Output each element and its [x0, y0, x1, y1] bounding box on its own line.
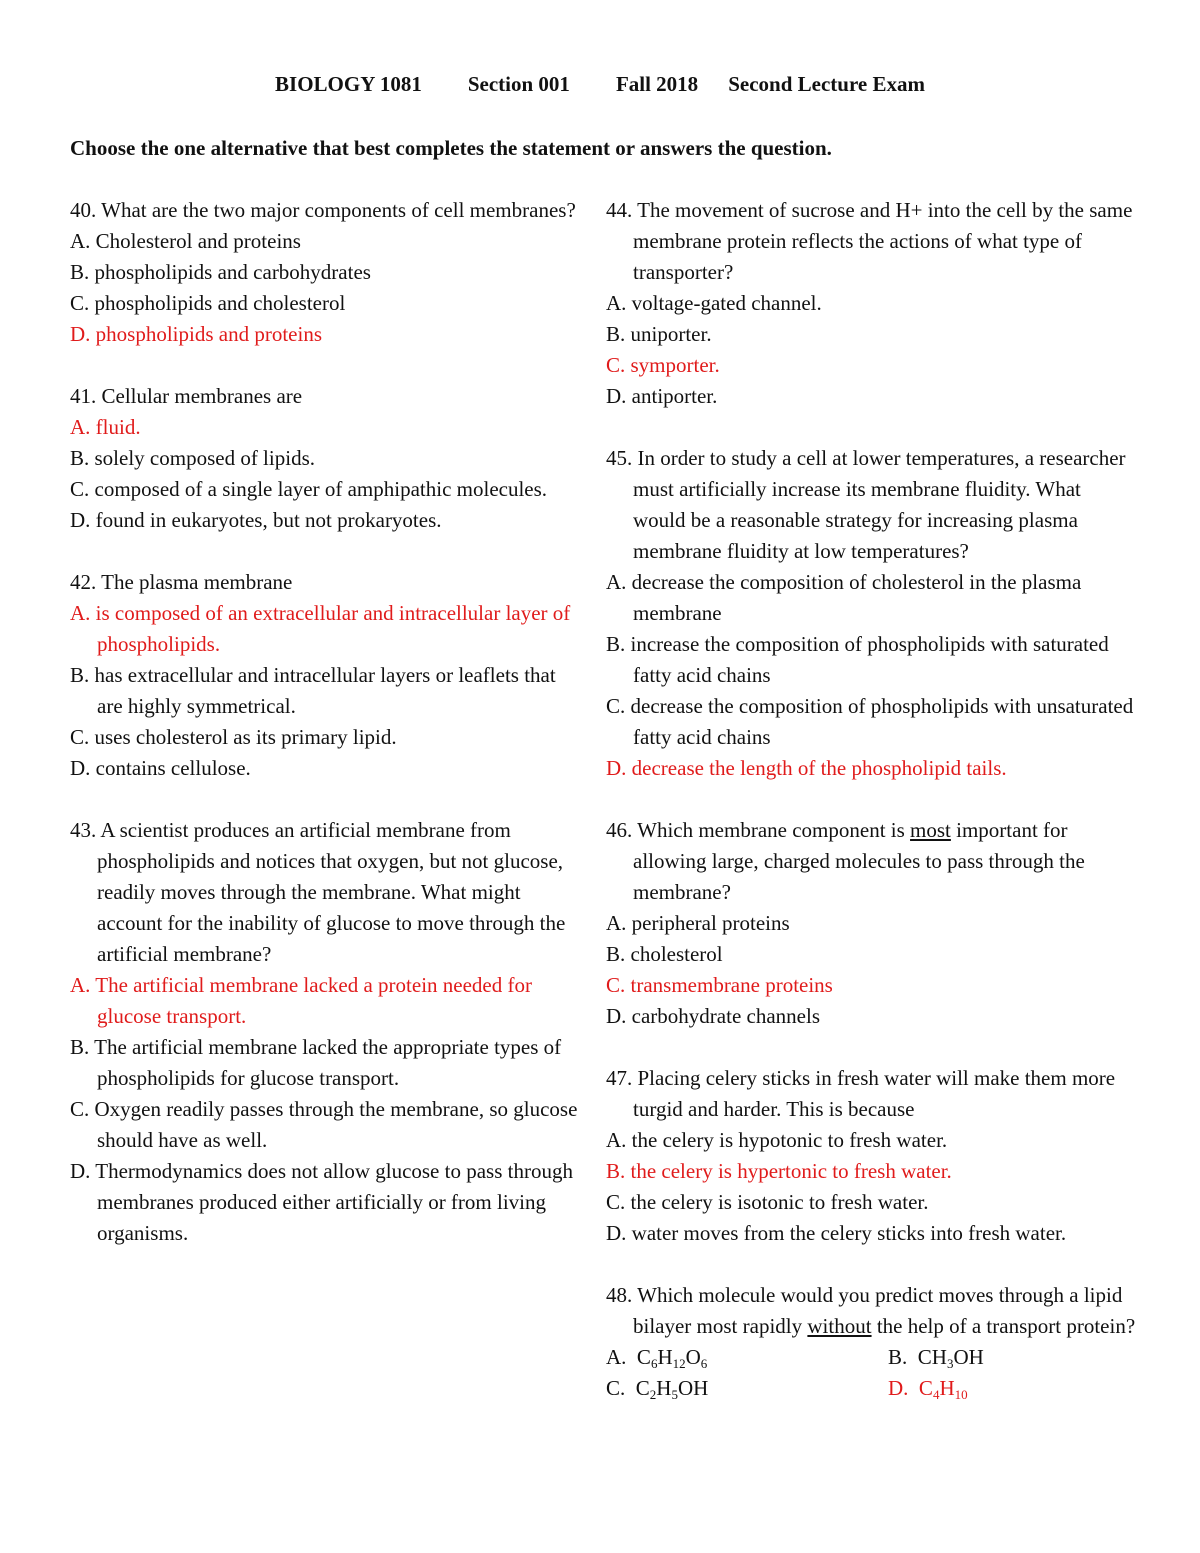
option-c-correct: C. symporter.: [606, 353, 720, 377]
question-47: [606, 1063, 1136, 1249]
option-letter: C.: [606, 1376, 636, 1400]
option-c: C. composed of a single layer of amphipathic molecules.: [70, 477, 548, 501]
left-column: [70, 195, 580, 1280]
formula: [636, 1376, 709, 1400]
option-d: D. antiporter.: [606, 384, 718, 408]
course-title: BIOLOGY 1081: [275, 72, 422, 96]
stem-emphasis: most: [910, 818, 951, 842]
formula-part: H: [657, 1345, 673, 1369]
question-43: [70, 815, 580, 1249]
formula: [918, 1345, 984, 1369]
formula-subscript: 6: [700, 1356, 708, 1371]
option-a-correct: A. is composed of an extracellular and intracellular layer of phospholipids.: [70, 601, 571, 656]
formula-part: H: [656, 1376, 672, 1400]
exam-header: [0, 72, 1200, 97]
option-c: [606, 1373, 888, 1404]
exam-title: Second Lecture Exam: [728, 72, 925, 96]
question-stem: 44. The movement of sucrose and H+ into the cell by the same membrane protein reflects the actions of what type of transporter?: [606, 198, 1133, 284]
formula: [919, 1376, 968, 1400]
option-a-correct: A. fluid.: [70, 415, 141, 439]
formula-subscript: 2: [649, 1387, 657, 1402]
option-d: D. water moves from the celery sticks into fresh water.: [606, 1221, 1067, 1245]
question-42: [70, 567, 580, 784]
question-44: [606, 195, 1136, 412]
formula-part: C: [636, 1345, 651, 1369]
option-b: B. cholesterol: [606, 942, 723, 966]
option-d: D. Thermodynamics does not allow glucose to pass through membranes produced either artificially or from living organisms.: [70, 1159, 573, 1245]
formula: [637, 1345, 707, 1369]
option-d: D. contains cellulose.: [70, 756, 251, 780]
formula-subscript: 5: [671, 1387, 678, 1402]
term-label: Fall 2018: [615, 72, 699, 96]
option-b: B. increase the composition of phospholipids with saturated fatty acid chains: [606, 632, 1109, 687]
formula-part: OH: [953, 1345, 984, 1369]
question-stem: 47. Placing celery sticks in fresh water will make them more turgid and harder. This is because: [606, 1066, 1116, 1121]
formula-part: OH: [677, 1376, 709, 1400]
option-letter: D.: [888, 1376, 919, 1400]
option-c: C. Oxygen readily passes through the membrane, so glucose should have as well.: [70, 1097, 578, 1152]
stem-text: important for allowing large, charged molecules to pass through the membrane?: [633, 818, 1085, 904]
question-40: [70, 195, 580, 350]
question-stem: 41. Cellular membranes are: [70, 384, 303, 408]
question-stem: 40. What are the two major components of cell membranes?: [70, 198, 576, 222]
option-d: D. carbohydrate channels: [606, 1004, 820, 1028]
option-a: A. the celery is hypotonic to fresh water.: [606, 1128, 948, 1152]
option-d-correct: D. decrease the length of the phospholipid tails.: [606, 756, 1007, 780]
option-letter: A.: [606, 1345, 637, 1369]
option-a: A. decrease the composition of cholesterol in the plasma membrane: [606, 570, 1082, 625]
right-column: [606, 195, 1136, 1435]
option-a: A. Cholesterol and proteins: [70, 229, 301, 253]
question-stem: [606, 1280, 1136, 1342]
option-d-correct: D. phospholipids and proteins: [70, 322, 322, 346]
option-b: B. solely composed of lipids.: [70, 446, 315, 470]
option-d-correct: [888, 1373, 1128, 1404]
option-a: A. voltage-gated channel.: [606, 291, 822, 315]
option-letter: B.: [888, 1345, 918, 1369]
option-c-correct: C. transmembrane proteins: [606, 973, 833, 997]
formula-subscript: 4: [932, 1387, 940, 1402]
instructions: Choose the one alternative that best completes the statement or answers the question.: [70, 136, 832, 160]
option-a-correct: A. The artificial membrane lacked a protein needed for glucose transport.: [70, 973, 532, 1028]
section-label: Section 001: [467, 72, 570, 96]
question-stem: 43. A scientist produces an artificial membrane from phospholipids and notices that oxygen, but not glucose, readily moves through the membrane. What might account for the inability of glucose to move through the artificial membrane?: [70, 818, 566, 966]
formula-subscript: 3: [946, 1356, 954, 1371]
formula-part: C: [918, 1376, 933, 1400]
stem-text: the help of a transport protein?: [871, 1314, 1136, 1338]
option-b: [888, 1342, 1128, 1373]
formula-part: H: [939, 1376, 955, 1400]
formula-subscript: 10: [954, 1387, 968, 1402]
question-stem: 45. In order to study a cell at lower temperatures, a researcher must artificially increase its membrane fluidity. What would be a reasonable strategy for increasing plasma membrane fluidity at low temperatures?: [606, 446, 1126, 563]
option-c: C. phospholipids and cholesterol: [70, 291, 346, 315]
formula-part: C: [635, 1376, 650, 1400]
question-stem: 42. The plasma membrane: [70, 570, 293, 594]
option-b: B. The artificial membrane lacked the appropriate types of phospholipids for glucose transport.: [70, 1035, 562, 1090]
option-c: C. the celery is isotonic to fresh water.: [606, 1190, 929, 1214]
option-a: A. peripheral proteins: [606, 911, 790, 935]
stem-text: 48. Which molecule would you predict moves through a lipid bilayer most rapidly: [606, 1283, 1123, 1338]
option-b: B. phospholipids and carbohydrates: [70, 260, 371, 284]
question-41: [70, 381, 580, 536]
option-a: [606, 1342, 888, 1373]
stem-text: 46. Which membrane component is: [606, 818, 911, 842]
option-b: B. has extracellular and intracellular layers or leaflets that are highly symmetrical.: [70, 663, 556, 718]
question-46: [606, 815, 1136, 1032]
formula-options: [606, 1342, 1136, 1404]
formula-subscript: 6: [650, 1356, 658, 1371]
question-45: [606, 443, 1136, 784]
option-b-correct: B. the celery is hypertonic to fresh water.: [606, 1159, 952, 1183]
option-c: C. uses cholesterol as its primary lipid.: [70, 725, 397, 749]
formula-part: CH: [917, 1345, 947, 1369]
option-b: B. uniporter.: [606, 322, 712, 346]
question-stem: [606, 815, 1136, 908]
stem-emphasis: without: [807, 1314, 872, 1338]
option-d: D. found in eukaryotes, but not prokaryotes.: [70, 508, 442, 532]
question-48: [606, 1280, 1136, 1404]
formula-subscript: 12: [672, 1356, 686, 1371]
formula-part: O: [685, 1345, 701, 1369]
option-c: C. decrease the composition of phospholipids with unsaturated fatty acid chains: [606, 694, 1134, 749]
